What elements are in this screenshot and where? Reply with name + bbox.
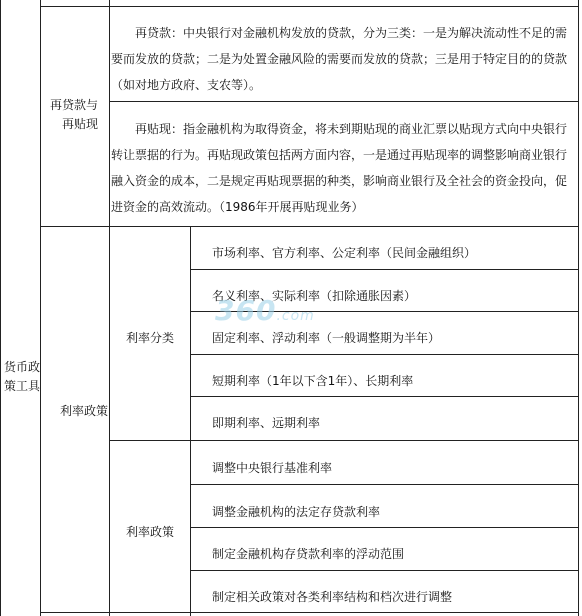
table-border-left	[0, 0, 1, 616]
row-divider-policy-3	[190, 570, 579, 571]
rate-type-item: 短期利率（1年以下含1年）、长期利率	[212, 374, 414, 388]
column-divider-1	[40, 0, 41, 616]
rate-policy-item: 制定金融机构存贷款利率的浮动范围	[212, 547, 405, 561]
row-divider-policy-1	[190, 484, 579, 485]
rate-type-item: 市场利率、官方利率、公定利率（民间金融组织）	[212, 246, 477, 260]
section-label-zaidaikuan: 再贷款与再贴现	[49, 98, 98, 131]
group-label-rate-policy: 利率政策	[125, 525, 174, 539]
rate-policy-item: 调整金融机构的法定存贷款利率	[212, 505, 381, 519]
rate-type-item: 即期利率、远期利率	[212, 416, 321, 430]
rate-policy-item: 调整中央银行基准利率	[212, 461, 333, 475]
rate-policy-item: 制定相关政策对各类利率结构和档次进行调整	[212, 590, 453, 604]
group-label-rate-types: 利率分类	[125, 331, 174, 345]
watermark-logo	[215, 294, 315, 327]
row-divider-top	[40, 6, 579, 7]
watermark-text: 360	[215, 294, 277, 327]
paragraph-zaitiexian: 再贴现：指金融机构为取得资金，将未到期贴现的商业汇票以贴现方式向中央银行转让票据的行为。再贴现政策包括两方面内容，一是通过再贴现率的调整影响商业银行融入资金的成本，二是规定再贴现票据的种类，影响商业银行及全社会的资金投向，促进资金的高效流动。（1986年开展再贴现业务）	[111, 122, 568, 214]
table-border-right	[578, 0, 579, 616]
rate-type-item: 固定利率、浮动利率（一般调整期为半年）	[212, 331, 441, 345]
row-divider-bottom	[40, 612, 579, 613]
section-main-label: 货币政策工具	[3, 360, 40, 393]
watermark-suffix: .com	[276, 308, 315, 324]
section-label-rate-policy: 利率政策	[59, 404, 108, 418]
row-divider-zaidaikuan	[109, 101, 579, 102]
row-divider-rate-3	[190, 354, 579, 355]
row-divider-policy-2	[190, 527, 579, 528]
row-divider-section	[40, 226, 579, 227]
paragraph-zaidaikuan: 再贷款：中央银行对金融机构发放的贷款，分为三类：一是为解决流动性不足的需要而发放的贷款；二是为处置金融风险的需要而发放的贷款；三是用于特定目的的贷款（如对地方政府、支农等）。	[111, 26, 568, 92]
row-divider-group	[109, 440, 579, 441]
rate-type-item: 名义利率、实际利率（扣除通胀因素）	[212, 289, 417, 303]
row-divider-rate-1	[190, 269, 579, 270]
row-divider-rate-4	[190, 396, 579, 397]
column-divider-3	[190, 226, 191, 616]
